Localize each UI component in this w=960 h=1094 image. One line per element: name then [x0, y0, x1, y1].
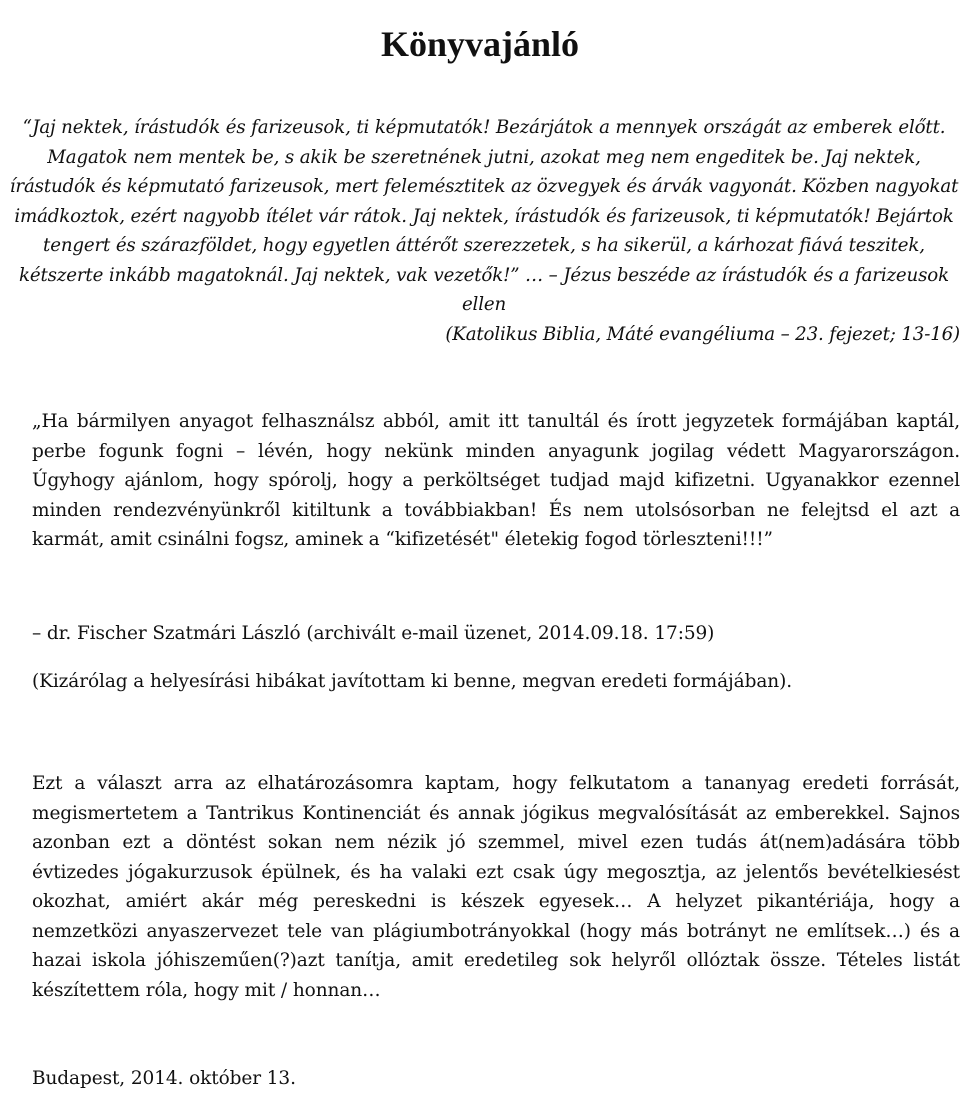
spelling-note: (Kizárólag a helyesírási hibákat javítottam ki benne, megvan eredeti formájában). — [32, 671, 792, 692]
page-title: Könyvajánló — [380, 24, 580, 65]
bible-quote — [8, 113, 960, 349]
email-quote-paragraph: „Ha bármilyen anyagot felhasználsz abból, amit itt tanultál és írott jegyzetek formájában kaptál, perbe fogunk fogni – lévén, hogy nekünk minden anyagunk jogilag védett Magyarországon. Úgyhogy ajánlom, hogy spórolj, hogy a perköltséget tudjad majd kifizetni. Ugyanakkor ezennel minden rendezvényünkről kitiltunk a továbbiakban! És nem utolsósorban ne felejtsd el azt a karmát, amit csinálni fogsz, aminek a “kifizetését" életekig fogod törleszteni!!!” — [32, 411, 960, 550]
body-paragraph: Ezt a választ arra az elhatározásomra kaptam, hogy felkutatom a tananyag eredeti forrását, megismertetem a Tantrikus Kontinenciát és annak jógikus megvalósítását az emberekkel. Sajnos azonban ezt a döntést sokan nem nézik jó szemmel, mivel ezen tudás át(nem)adására több évtizedes jógakurzusok épülnek, és ha valaki ezt csak úgy megosztja, az jelentős bevételkiesést okozhat, amiért akár még pereskedni is készek egyesek… A helyzet pikantériája, hogy a nemzetközi anyaszervezet tele van plágiumbotrányokkal (hogy más botrányt ne említsek…) és a hazai iskola jóhiszeműen(?)azt tanítja, amit eredetileg sok helyről ollóztak össze. Tételes listát készítettem róla, hogy mit / honnan… — [32, 773, 960, 1001]
quote-source: (Katolikus Biblia, Máté evangéliuma – 23. fejezet; 13-16) — [445, 323, 960, 345]
quote-text: “Jaj nektek, írástudók és farizeusok, ti képmutatók! Bezárjátok a mennyek országát az emberek előtt. Magatok nem mentek be, s akik be szeretnének jutni, azokat meg nem engeditek be. Jaj nektek, írástudók és képmutató farizeusok, mert felemésztitek az özvegyek és árvák vagyonát. Közben nagyokat imádkoztok, ezért nagyobb ítélet vár rátok. Jaj nektek, írástudók és farizeusok, ti képmutatók! Bejártok tengert és szárazföldet, hogy egyetlen áttérőt szerezzetek, s ha sikerül, a kárhozat fiává teszitek, kétszerte inkább magatoknál. Jaj nektek, vak vezetők!” … – Jézus beszéde az írástudók és a farizeusok ellen — [9, 117, 959, 315]
email-signature: – dr. Fischer Szatmári László (archivált e-mail üzenet, 2014.09.18. 17:59) — [32, 623, 715, 644]
date-line: Budapest, 2014. október 13. — [32, 1068, 296, 1089]
